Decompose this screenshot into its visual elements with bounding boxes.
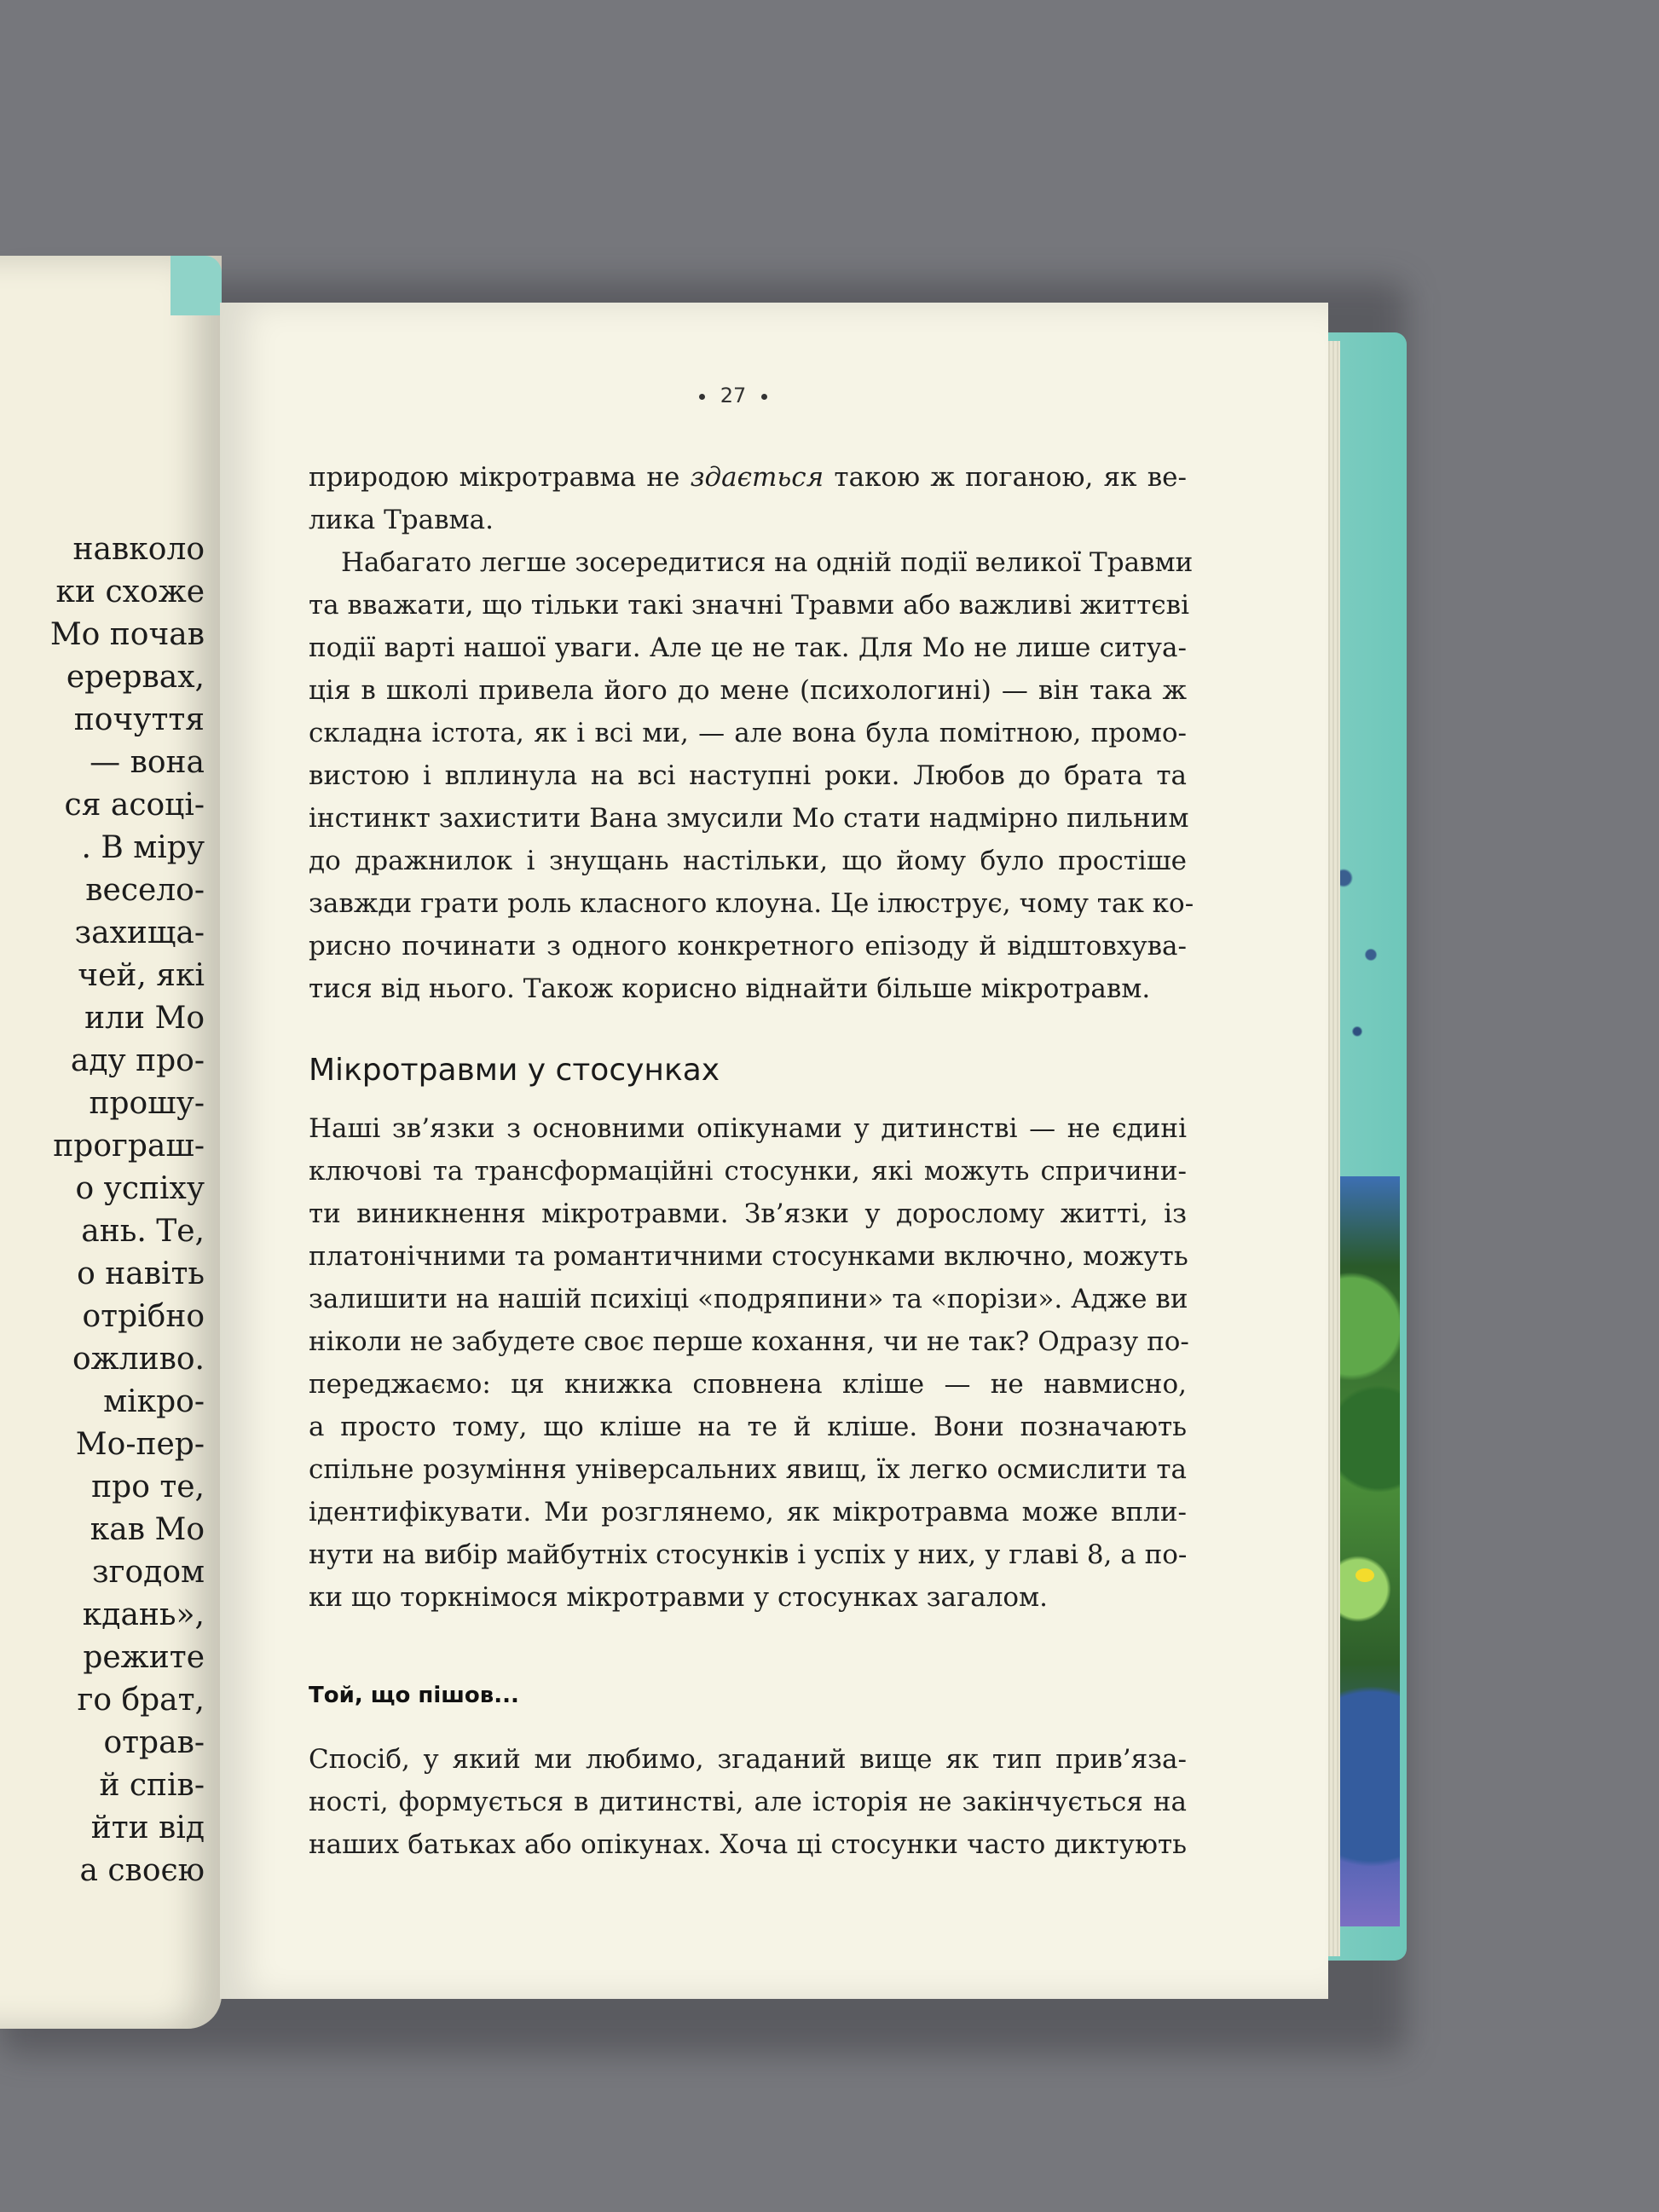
text-line: Набагато легше зосередитися на одній події великої Травми bbox=[341, 547, 1194, 578]
text-line: Спосіб, у який ми любимо, згаданий вище як тип прив’яза- bbox=[309, 1744, 1187, 1775]
text-line: складна істота, як і всі ми, — але вона була помітною, промо- bbox=[309, 718, 1187, 748]
text-line: платонічними та романтичними стосунками включно, можуть bbox=[309, 1241, 1188, 1272]
left-page-line: аду про- bbox=[70, 1043, 205, 1078]
text-line: а просто тому, що кліше на те й кліше. Вони позначають bbox=[309, 1412, 1187, 1442]
left-page-line: ань. Те, bbox=[81, 1214, 205, 1249]
left-page-line: или Мо bbox=[84, 1001, 205, 1036]
left-page-line: ожливо. bbox=[72, 1342, 205, 1377]
left-page-line: захища- bbox=[74, 915, 205, 950]
page-number bbox=[665, 384, 801, 407]
paragraph bbox=[309, 1738, 1187, 1866]
left-page-line: прошу- bbox=[89, 1086, 205, 1121]
left-page-line: . В міру bbox=[81, 830, 205, 865]
paragraph bbox=[309, 1107, 1187, 1619]
left-page-line: — вона bbox=[90, 745, 205, 780]
left-page-line: о навіть bbox=[77, 1256, 205, 1291]
text-line: переджаємо: ця книжка сповнена кліше — не навмисно, bbox=[309, 1369, 1187, 1400]
emphasis: здається bbox=[690, 462, 824, 493]
text-line: завжди грати роль класного клоуна. Це ілюструє, чому так ко- bbox=[309, 888, 1194, 919]
left-page-line: кав Мо bbox=[90, 1512, 205, 1547]
text-line: природою мікротравма не здається такою ж поганою, як ве- bbox=[309, 462, 1188, 493]
text-line: ності, формується в дитинстві, але історія не закінчується на bbox=[309, 1787, 1187, 1817]
text-line: Наші зв’язки з основними опікунами у дитинстві — не єдині bbox=[309, 1113, 1187, 1144]
subheading: Той, що пішов... bbox=[309, 1683, 519, 1708]
left-page-line: весело- bbox=[85, 873, 205, 908]
left-page-line: Мо почав bbox=[49, 617, 205, 652]
text-line: нути на вибір майбутніх стосунків і успіх у них, у главі 8, а по- bbox=[309, 1539, 1188, 1570]
text-line: ки що торкнімося мікротравми у стосунках загалом. bbox=[309, 1582, 1049, 1613]
left-page-line: згодом bbox=[91, 1555, 205, 1590]
text-line: залишити на нашій психіці «подряпини» та «порізи». Адже ви bbox=[309, 1284, 1188, 1314]
text-line: інстинкт захистити Вана змусили Мо стати надмірно пильним bbox=[309, 803, 1189, 834]
left-page-line: про те, bbox=[91, 1470, 205, 1505]
left-page-line: ерервах, bbox=[66, 660, 205, 695]
left-page-line: о успіху bbox=[75, 1171, 205, 1206]
left-cover-edge bbox=[171, 256, 222, 315]
paragraph bbox=[309, 541, 1194, 1010]
bullet-icon bbox=[761, 394, 767, 400]
left-page-line: Мо-пер- bbox=[75, 1427, 205, 1462]
cover-speckle bbox=[1330, 852, 1398, 1108]
text-line: та вважати, що тільки такі значні Травми або важливі життєві bbox=[309, 590, 1189, 621]
bullet-icon bbox=[699, 394, 705, 400]
left-page-line: навколо bbox=[72, 532, 205, 567]
left-page-line: й спів- bbox=[99, 1768, 205, 1803]
left-page-line: програш- bbox=[53, 1129, 205, 1164]
text-line: ідентифікувати. Ми розглянемо, як мікротравма може впли- bbox=[309, 1497, 1187, 1528]
text-line: події варті нашої уваги. Але це не так. Для Мо не лише ситуа- bbox=[309, 632, 1187, 663]
left-page-line: го брат, bbox=[77, 1683, 205, 1718]
left-page-line: режите bbox=[83, 1640, 205, 1675]
left-page-line: йти від bbox=[90, 1811, 205, 1845]
left-page-line: почуття bbox=[73, 702, 205, 737]
left-page-line: отрав- bbox=[103, 1725, 205, 1760]
page-number-text: 27 bbox=[720, 384, 747, 407]
left-page-line: а своєю bbox=[79, 1853, 205, 1888]
left-page-line: кдань», bbox=[82, 1597, 205, 1632]
text-line: вистою і вплинула на всі наступні роки. Любов до брата та bbox=[309, 760, 1187, 791]
text-line: ція в школі привела його до мене (психологині) — він така ж bbox=[309, 675, 1187, 706]
text-line: до дражнилок і знущань настільки, що йому було простіше bbox=[309, 846, 1187, 876]
text-line: спільне розуміння універсальних явищ, їх легко осмислити та bbox=[309, 1454, 1187, 1485]
text-line: тися від нього. Також корисно віднайти більше мікротравм. bbox=[309, 973, 1151, 1004]
page-body bbox=[309, 456, 1194, 1866]
text-line: ніколи не забудете своє перше кохання, чи не так? Одразу по- bbox=[309, 1326, 1189, 1357]
text-line: ти виникнення мікротравми. Зв’язки у дорослому житті, із bbox=[309, 1198, 1187, 1229]
text-line: рисно починати з одного конкретного епізоду й відштовхува- bbox=[309, 931, 1187, 962]
section-heading: Мікротравми у стосунках bbox=[309, 1053, 720, 1088]
cover-yellow-spot bbox=[1356, 1568, 1374, 1582]
text-line: ключові та трансформаційні стосунки, які можуть спричини- bbox=[309, 1156, 1187, 1187]
paragraph bbox=[309, 456, 1187, 541]
cover-artwork bbox=[1330, 1176, 1400, 1926]
text-line: лика Травма. bbox=[309, 505, 494, 535]
left-page-line: ки схоже bbox=[55, 575, 205, 609]
left-page-line: ся асоці- bbox=[64, 788, 205, 823]
left-page-line: мікро- bbox=[103, 1384, 205, 1419]
text-line: наших батьках або опікунах. Хоча ці стосунки часто диктують bbox=[309, 1829, 1187, 1860]
left-page-line: чей, які bbox=[78, 958, 205, 993]
left-page-line: отрібно bbox=[82, 1299, 205, 1334]
